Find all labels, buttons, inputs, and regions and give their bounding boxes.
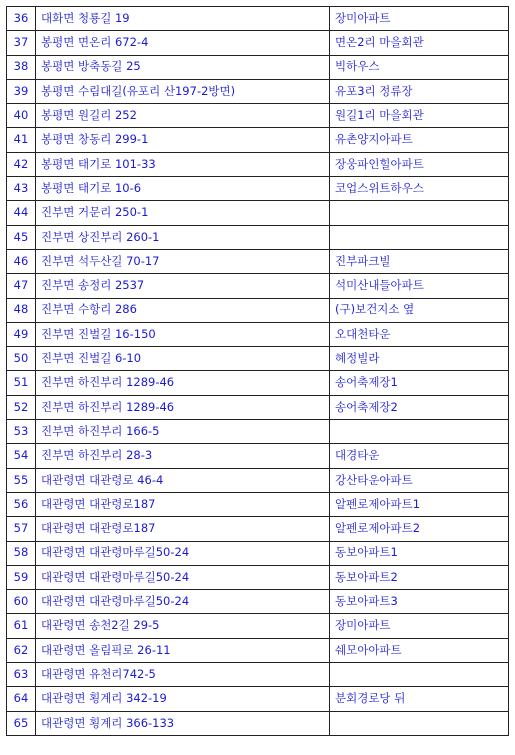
- table-row: [7, 201, 509, 225]
- address-cell: 봉평면 태기로 101-33: [36, 152, 330, 176]
- row-number: 57: [7, 517, 36, 541]
- row-number: 43: [7, 177, 36, 201]
- place-cell: 알펜로제아파트2: [330, 517, 509, 541]
- address-cell: 봉평면 태기로 10-6: [36, 177, 330, 201]
- place-cell: 쉐모아아파트: [330, 638, 509, 662]
- row-number: 53: [7, 420, 36, 444]
- row-number: 61: [7, 614, 36, 638]
- table-row: [7, 79, 509, 103]
- row-number: 36: [7, 7, 36, 31]
- table-row: [7, 152, 509, 176]
- table-row: [7, 517, 509, 541]
- place-cell: 대경타운: [330, 444, 509, 468]
- table-row: [7, 492, 509, 516]
- row-number: 63: [7, 663, 36, 687]
- address-table-body: [7, 7, 509, 736]
- table-row: [7, 395, 509, 419]
- row-number: 45: [7, 225, 36, 249]
- table-row: [7, 371, 509, 395]
- place-cell: 동보아파트2: [330, 565, 509, 589]
- place-cell: 면온2리 마을회관: [330, 31, 509, 55]
- table-row: [7, 298, 509, 322]
- place-cell: 혜정빌라: [330, 347, 509, 371]
- address-cell: 대화면 청룡길 19: [36, 7, 330, 31]
- row-number: 60: [7, 590, 36, 614]
- table-row: [7, 663, 509, 687]
- address-cell: 진부면 석두산길 70-17: [36, 249, 330, 273]
- place-cell: 송어축제장2: [330, 395, 509, 419]
- address-cell: 진부면 거문리 250-1: [36, 201, 330, 225]
- place-cell: 석미산내들아파트: [330, 274, 509, 298]
- row-number: 42: [7, 152, 36, 176]
- table-row: [7, 420, 509, 444]
- address-cell: 대관령면 대관령마루길50-24: [36, 541, 330, 565]
- place-cell: [330, 201, 509, 225]
- table-row: [7, 711, 509, 735]
- place-cell: 알펜로제아파트1: [330, 492, 509, 516]
- place-cell: [330, 663, 509, 687]
- address-cell: 진부면 하진부리 1289-46: [36, 395, 330, 419]
- place-cell: 진부파크빌: [330, 249, 509, 273]
- address-table: [6, 6, 509, 736]
- place-cell: 유촌양지아파트: [330, 128, 509, 152]
- table-row: [7, 468, 509, 492]
- table-row: [7, 274, 509, 298]
- address-cell: 봉평면 방축동길 25: [36, 55, 330, 79]
- place-cell: 코업스위트하우스: [330, 177, 509, 201]
- table-row: [7, 31, 509, 55]
- row-number: 58: [7, 541, 36, 565]
- row-number: 51: [7, 371, 36, 395]
- row-number: 40: [7, 104, 36, 128]
- row-number: 39: [7, 79, 36, 103]
- table-row: [7, 444, 509, 468]
- address-cell: 대관령면 대관령로 46-4: [36, 468, 330, 492]
- row-number: 44: [7, 201, 36, 225]
- table-row: [7, 249, 509, 273]
- place-cell: 오대천타운: [330, 322, 509, 346]
- table-row: [7, 104, 509, 128]
- place-cell: [330, 711, 509, 735]
- address-cell: 진부면 하진부리 1289-46: [36, 371, 330, 395]
- address-cell: 대관령면 대관령마루길50-24: [36, 590, 330, 614]
- place-cell: 장미아파트: [330, 614, 509, 638]
- address-cell: 대관령면 송천2길 29-5: [36, 614, 330, 638]
- place-cell: 동보아파트1: [330, 541, 509, 565]
- row-number: 48: [7, 298, 36, 322]
- address-cell: 진부면 송정리 2537: [36, 274, 330, 298]
- row-number: 46: [7, 249, 36, 273]
- table-row: [7, 225, 509, 249]
- table-row: [7, 614, 509, 638]
- table-row: [7, 590, 509, 614]
- address-cell: 진부면 상진부리 260-1: [36, 225, 330, 249]
- address-cell: 진부면 하진부리 28-3: [36, 444, 330, 468]
- address-cell: 봉평면 창동리 299-1: [36, 128, 330, 152]
- address-cell: 대관령면 올림픽로 26-11: [36, 638, 330, 662]
- address-cell: 대관령면 대관령로187: [36, 517, 330, 541]
- address-cell: 진부면 하진부리 166-5: [36, 420, 330, 444]
- row-number: 47: [7, 274, 36, 298]
- address-cell: 대관령면 유천리742-5: [36, 663, 330, 687]
- address-cell: 대관령면 대관령마루길50-24: [36, 565, 330, 589]
- table-row: [7, 177, 509, 201]
- table-row: [7, 541, 509, 565]
- place-cell: [330, 225, 509, 249]
- table-row: [7, 128, 509, 152]
- address-cell: 진부면 진벌길 16-150: [36, 322, 330, 346]
- table-row: [7, 55, 509, 79]
- table-row: [7, 565, 509, 589]
- row-number: 55: [7, 468, 36, 492]
- place-cell: 동보아파트3: [330, 590, 509, 614]
- place-cell: 강산타운아파트: [330, 468, 509, 492]
- address-cell: 대관령면 횡계리 366-133: [36, 711, 330, 735]
- place-cell: 유포3리 정류장: [330, 79, 509, 103]
- row-number: 52: [7, 395, 36, 419]
- row-number: 38: [7, 55, 36, 79]
- place-cell: 원길1리 마을회관: [330, 104, 509, 128]
- place-cell: 송어축제장1: [330, 371, 509, 395]
- place-cell: 장웅파인힐아파트: [330, 152, 509, 176]
- row-number: 50: [7, 347, 36, 371]
- place-cell: [330, 420, 509, 444]
- table-row: [7, 687, 509, 711]
- place-cell: 장미아파트: [330, 7, 509, 31]
- place-cell: 빅하우스: [330, 55, 509, 79]
- row-number: 65: [7, 711, 36, 735]
- place-cell: (구)보건지소 옆: [330, 298, 509, 322]
- address-cell: 진부면 수항리 286: [36, 298, 330, 322]
- table-row: [7, 638, 509, 662]
- place-cell: 분회경로당 뒤: [330, 687, 509, 711]
- row-number: 56: [7, 492, 36, 516]
- row-number: 62: [7, 638, 36, 662]
- row-number: 59: [7, 565, 36, 589]
- address-cell: 대관령면 횡계리 342-19: [36, 687, 330, 711]
- address-cell: 봉평면 수림대길(유포리 산197-2방면): [36, 79, 330, 103]
- address-cell: 봉평면 원길리 252: [36, 104, 330, 128]
- row-number: 49: [7, 322, 36, 346]
- table-row: [7, 322, 509, 346]
- row-number: 37: [7, 31, 36, 55]
- row-number: 54: [7, 444, 36, 468]
- row-number: 41: [7, 128, 36, 152]
- table-row: [7, 7, 509, 31]
- address-cell: 진부면 진벌길 6-10: [36, 347, 330, 371]
- table-row: [7, 347, 509, 371]
- address-cell: 봉평면 면온리 672-4: [36, 31, 330, 55]
- address-cell: 대관령면 대관령로187: [36, 492, 330, 516]
- row-number: 64: [7, 687, 36, 711]
